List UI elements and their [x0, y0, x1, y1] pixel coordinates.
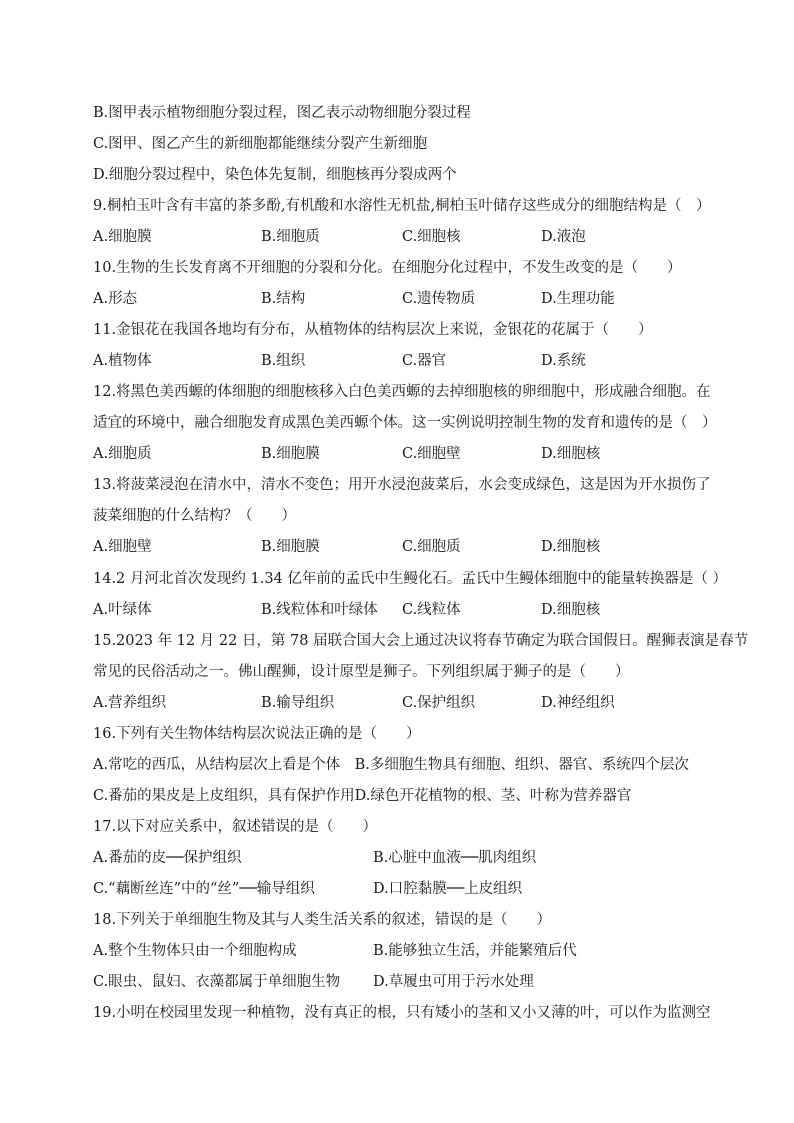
- question-10-option-b: B.结构: [261, 291, 306, 307]
- question-9-option-a: A.细胞膜: [93, 229, 152, 245]
- question-14-option-c: C.线粒体: [402, 602, 461, 618]
- option-line: B.图甲表示植物细胞分裂过程，图乙表示动物细胞分裂过程: [93, 105, 471, 121]
- option-line: C.图甲、图乙产生的新细胞都能继续分裂产生新细胞: [93, 136, 428, 152]
- question-9-option-b: B.细胞质: [261, 229, 320, 245]
- question-12-stem-line-1: 12.将黑色美西螈的体细胞的细胞核移入白色美西螈的去掉细胞核的卵细胞中，形成融合细胞。在: [93, 384, 711, 400]
- question-12-stem-line-2: 适宜的环境中，融合细胞发育成黑色美西螈个体。这一实例说明控制生物的发育和遗传的是（ ）: [93, 415, 717, 431]
- question-11-option-b: B.组织: [261, 353, 306, 369]
- question-14-option-a: A.叶绿体: [93, 602, 152, 618]
- question-10-option-d: D.生理功能: [541, 291, 615, 307]
- question-18-stem: 18.下列关于单细胞生物及其与人类生活关系的叙述，错误的是（ ）: [93, 912, 552, 928]
- option-line: D.细胞分裂过程中，染色体先复制，细胞核再分裂成两个: [93, 167, 457, 183]
- question-12-option-d: D.细胞核: [541, 446, 601, 462]
- question-13-option-d: D.细胞核: [541, 539, 601, 555]
- question-14-option-b: B.线粒体和叶绿体: [261, 602, 378, 618]
- question-15-stem-line-1: 15.2023 年 12 月 22 日，第 78 届联合国大会上通过决议将春节确定为联合国假日。醒狮表演是春节: [93, 633, 749, 649]
- question-12-option-a: A.细胞质: [93, 446, 152, 462]
- question-15-stem-line-2: 常见的民俗活动之一。佛山醒狮，设计原型是狮子。下列组织属于狮子的是（ ）: [93, 664, 630, 680]
- question-17-option-a: A.番茄的皮──保护组织: [93, 850, 242, 866]
- question-11-option-a: A.植物体: [93, 353, 152, 369]
- question-15-option-d: D.神经组织: [541, 695, 615, 711]
- question-12-option-b: B.细胞膜: [261, 446, 320, 462]
- question-9-option-c: C.细胞核: [402, 229, 461, 245]
- question-16-options-row-1: A.常吃的西瓜，从结构层次上看是个体 B.多细胞生物具有细胞、组织、器官、系统四个层次: [93, 757, 689, 773]
- question-10-stem: 10.生物的生长发育离不开细胞的分裂和分化。在细胞分化过程中，不发生改变的是（ ）: [93, 260, 682, 276]
- question-17-option-b: B.心脏中血液──肌肉组织: [373, 850, 537, 866]
- question-18-option-a: A.整个生物体只由一个细胞构成: [93, 943, 297, 959]
- question-13-stem-line-1: 13.将菠菜浸泡在清水中，清水不变色；用开水浸泡菠菜后，水会变成绿色，这是因为开水损伤了: [93, 477, 711, 493]
- question-13-option-b: B.细胞膜: [261, 539, 320, 555]
- question-9-option-d: D.液泡: [541, 229, 586, 245]
- question-11-stem: 11.金银花在我国各地均有分布，从植物体的结构层次上来说，金银花的花属于（ ）: [93, 322, 653, 338]
- question-17-option-d: D.口腔黏膜──上皮组织: [373, 881, 523, 897]
- question-10-option-c: C.遗传物质: [402, 291, 476, 307]
- question-9-stem: 9.桐柏玉叶含有丰富的茶多酚,有机酸和水溶性无机盐,桐柏玉叶储存这些成分的细胞结构是（ ）: [93, 198, 711, 214]
- question-16-options-row-2: C.番茄的果皮是上皮组织，具有保护作用D.绿色开花植物的根、茎、叶称为营养器官: [93, 788, 632, 804]
- question-18-option-d: D.草履虫可用于污水处理: [373, 974, 534, 990]
- question-14-stem: 14.2 月河北首次发现约 1.34 亿年前的孟氏中生鳗化石。孟氏中生鳗体细胞中的能量转换器是（ ）: [93, 571, 728, 587]
- question-18-option-b: B.能够独立生活，并能繁殖后代: [373, 943, 577, 959]
- question-14-option-d: D.细胞核: [541, 602, 601, 618]
- question-11-option-d: D.系统: [541, 353, 586, 369]
- question-18-option-c: C.眼虫、鼠妇、衣藻都属于单细胞生物: [93, 974, 341, 990]
- question-16-stem: 16.下列有关生物体结构层次说法正确的是（ ）: [93, 726, 421, 742]
- question-13-stem-line-2: 菠菜细胞的什么结构？（ ）: [93, 508, 296, 524]
- question-17-option-c: C.“藕断丝连”中的“丝”──输导组织: [93, 881, 315, 897]
- question-15-option-a: A.营养组织: [93, 695, 167, 711]
- question-15-option-b: B.输导组织: [261, 695, 335, 711]
- question-12-option-c: C.细胞壁: [402, 446, 461, 462]
- question-15-option-c: C.保护组织: [402, 695, 476, 711]
- question-13-option-a: A.细胞壁: [93, 539, 152, 555]
- question-17-stem: 17.以下对应关系中，叙述错误的是（ ）: [93, 819, 378, 835]
- question-11-option-c: C.器官: [402, 353, 447, 369]
- question-13-option-c: C.细胞质: [402, 539, 461, 555]
- question-10-option-a: A.形态: [93, 291, 138, 307]
- question-19-stem: 19.小明在校园里发现一种植物，没有真正的根，只有矮小的茎和又小又薄的叶，可以作为监测空: [93, 1005, 711, 1021]
